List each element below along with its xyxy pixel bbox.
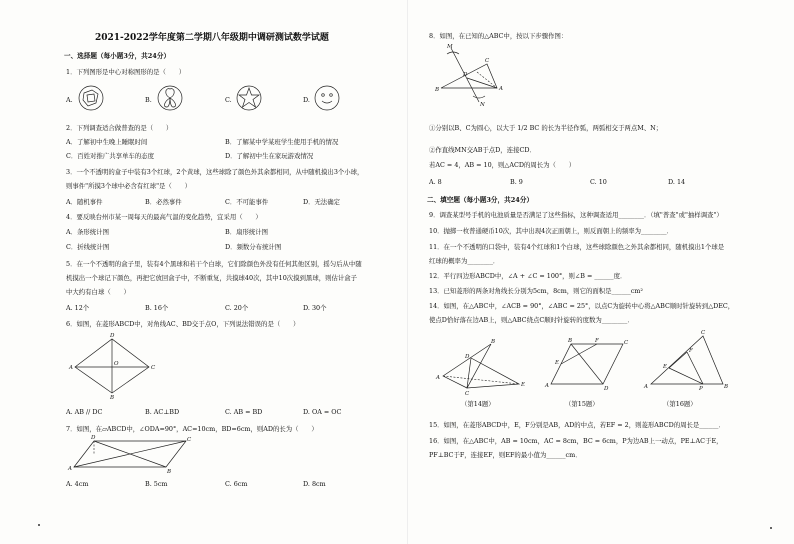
q7-option-a: A. 4cm <box>66 480 89 488</box>
svg-text:A: A <box>644 384 648 390</box>
question-11-line-2: 红球的概率为________． <box>429 257 500 265</box>
svg-text:C: C <box>485 58 490 64</box>
q5-option-a: A. 12个 <box>66 304 90 312</box>
svg-text:C: C <box>187 437 192 443</box>
question-14-line-1: 14．如图，在△ABC中，∠ACB = 90°，∠ABC = 25°，以点C为旋转中心将△ABC顺时针旋转到△DEC， <box>429 302 735 310</box>
figure-15-caption: （第15题） <box>565 400 599 408</box>
q8-option-c: C. 10 <box>590 178 607 186</box>
q7-option-c: C. 6cm <box>225 480 248 488</box>
question-4: 4．要反映台州市某一周每天的最高气温的变化趋势，宜采用（ ） <box>66 213 262 221</box>
q14-rotation-figure <box>436 339 526 397</box>
svg-text:C: C <box>624 340 629 346</box>
svg-text:E: E <box>663 364 668 370</box>
q2-option-c: C．百姓对推广共享单车的态度 <box>66 152 154 160</box>
q8-construction-figure <box>437 44 509 106</box>
question-16-line-2: PF⊥BC于F，连接EF，则EF的最小值为______cm． <box>429 451 582 459</box>
svg-text:C: C <box>151 365 156 371</box>
svg-text:C: C <box>701 330 706 336</box>
svg-text:B: B <box>491 339 496 345</box>
q6-option-d: D. OA = OC <box>303 408 342 416</box>
q1-figure-d <box>314 85 340 111</box>
q6-option-b: B. AC⊥BD <box>145 408 180 416</box>
q8-step-2: ②作直线MN交AB于点D，连接CD． <box>429 146 536 154</box>
svg-text:N: N <box>480 102 485 108</box>
q1-option-a: A. <box>66 96 73 104</box>
q2-option-b: B．了解某中学某班学生使用手机的情况 <box>225 138 339 146</box>
svg-text:E: E <box>521 382 526 388</box>
q2-option-a: A．了解初中生晚上睡眠时间 <box>66 138 148 146</box>
q1-figure-c <box>236 85 262 111</box>
q8-option-a: A. 8 <box>429 178 442 186</box>
svg-text:A: A <box>436 375 440 381</box>
q1-figure-a <box>78 85 104 111</box>
question-10: 10．抛掷一枚普通硬币10次，其中出现4次正面朝上，则反面朝上的频率为________． <box>429 227 674 235</box>
section-fill-heading: 二、填空题（每小题3分，共24分） <box>427 196 534 204</box>
q1-option-d: D. <box>303 96 310 104</box>
question-6: 6．如图，在菱形ABCD中，对角线AC、BD交于点O，下列说法错误的是（ ） <box>66 320 300 328</box>
question-1: 1．下列图形是中心对称图形的是（ ） <box>66 68 186 76</box>
q4-option-c: C．折线统计图 <box>66 243 110 251</box>
question-5-line-3: 中大约有白球（ ） <box>66 288 130 296</box>
svg-text:B: B <box>167 469 172 475</box>
svg-text:P: P <box>699 386 703 392</box>
page-fold <box>407 0 408 544</box>
section-choice-heading: 一、选择题（每小题3分，共24分） <box>64 52 171 60</box>
svg-text:D: D <box>91 435 96 441</box>
question-5-line-2: 机摸出一个球记下颜色，再把它放回盒子中，不断重复，共摸球40次，其中10次摸到黑球，则估计盒子 <box>66 274 358 282</box>
q6-option-a: A. AB // DC <box>66 408 103 416</box>
question-15: 15．如图，在菱形ABCD中，E，F分别是AB，AD的中点，若EF = 2，则菱形ABCD的周长是______． <box>429 421 725 429</box>
q7-parallelogram-figure <box>68 435 192 475</box>
q5-option-d: D. 30个 <box>303 304 327 312</box>
figure-16-caption: （第16题） <box>663 400 697 408</box>
svg-text:D: D <box>604 386 609 392</box>
svg-text:B: B <box>435 87 440 93</box>
svg-text:F: F <box>689 348 693 354</box>
svg-text:M: M <box>447 44 453 50</box>
q6-rhombus-figure <box>69 333 156 401</box>
svg-text:B: B <box>568 338 573 344</box>
svg-text:A: A <box>545 383 549 389</box>
q7-option-b: B. 5cm <box>145 480 168 488</box>
svg-text:O: O <box>114 361 119 367</box>
question-11-line-1: 11．在一个不透明的口袋中，装有4个红球和1个白球，这些球除颜色之外其余都相同，随机摸出1个球是 <box>429 243 725 251</box>
q3-option-a: A．随机事件 <box>66 198 103 206</box>
q3-option-b: B．必然事件 <box>145 198 182 206</box>
q4-option-b: B．扇形统计图 <box>225 228 269 236</box>
exam-title: 2021-2022学年度第二学期八年级期中调研测试数学试题 <box>95 33 329 43</box>
q1-figure-b <box>157 85 183 111</box>
left-column <box>60 0 390 544</box>
svg-text:D: D <box>463 72 468 78</box>
question-7: 7．如图，在▱ABCD中，∠ODA=90°，AC=10cm，BD=6cm，则AD的长为（ ） <box>66 425 318 433</box>
q8-step-3: 若AC = 4，AB = 10，则△ACD的周长为（ ） <box>429 161 576 169</box>
svg-text:F: F <box>595 338 599 344</box>
svg-text:C: C <box>465 391 470 397</box>
question-3-line-1: 3．一个不透明的盒子中装有3个红球，2个黄球，这些球除了颜色外其余都相同，从中随机摸出3个小球， <box>66 168 364 176</box>
question-14-line-2: 使点D恰好落在边AB上，则△ABC绕点C顺时针旋转的度数为________． <box>429 316 634 324</box>
right-column <box>425 0 765 544</box>
q3-option-c: C．不可能事件 <box>225 198 269 206</box>
q3-option-d: D．无法确定 <box>303 198 341 206</box>
q16-triangle-figure <box>644 330 729 392</box>
svg-text:B: B <box>110 395 115 401</box>
q4-option-a: A．条形统计图 <box>66 228 109 236</box>
question-16-line-1: 16．如图，在△ABC中，AB = 10cm，AC = 8cm，BC = 6cm，P为边AB上一动点，PE⊥AC于E， <box>429 437 723 445</box>
svg-text:E: E <box>555 360 560 366</box>
q1-option-b: B. <box>145 96 152 104</box>
svg-text:D: D <box>110 333 115 339</box>
svg-text:A: A <box>69 365 73 371</box>
question-12: 12．平行四边形ABCD中，∠A + ∠C = 100°，则∠B = ______度． <box>429 272 627 280</box>
q8-option-d: D. 14 <box>668 178 686 186</box>
question-5-line-1: 5．在一个不透明的盒子里，装有4个黑球和若干个白球，它们除颜色外没有任何其他区别，摇匀后从中随 <box>66 260 362 268</box>
figure-14-caption: （第14题） <box>461 400 495 408</box>
svg-text:D: D <box>465 354 470 360</box>
question-2: 2．下列调查适合做普查的是（ ） <box>66 124 173 132</box>
q6-option-c: C. AB = BD <box>225 408 263 416</box>
svg-text:A: A <box>68 466 72 472</box>
q5-option-c: C. 20个 <box>225 304 249 312</box>
q2-option-d: D．了解初中生在家玩游戏情况 <box>225 152 314 160</box>
question-3-line-2: 则事件"所摸3个球中必含有红球"是（ ） <box>66 182 191 190</box>
q4-option-d: D．频数分布统计图 <box>225 243 282 251</box>
question-13: 13．已知菱形的两条对角线长分别为5cm，8cm，则它的面积是______cm² <box>429 287 643 295</box>
scan-speck <box>38 524 40 526</box>
q15-rhombus-figure <box>547 340 627 390</box>
q5-option-b: B. 16个 <box>145 304 169 312</box>
q8-option-b: B. 9 <box>510 178 523 186</box>
svg-text:B: B <box>724 384 729 390</box>
q1-option-c: C. <box>225 96 232 104</box>
q8-step-1: ①分别以B、C为圆心，以大于 1/2 BC 的长为半径作弧，两弧相交于两点M、N； <box>429 124 663 132</box>
question-9: 9．调查某型号手机的电池质量是否满足了这些指标，这种调查适用________．（填"普查"或"抽样调查"） <box>429 211 723 219</box>
q7-option-d: D. 8cm <box>303 480 326 488</box>
scan-speck <box>770 527 772 529</box>
question-8: 8．如图，在已知的△ABC中，按以下步骤作图： <box>429 32 568 40</box>
svg-text:A: A <box>499 86 503 92</box>
